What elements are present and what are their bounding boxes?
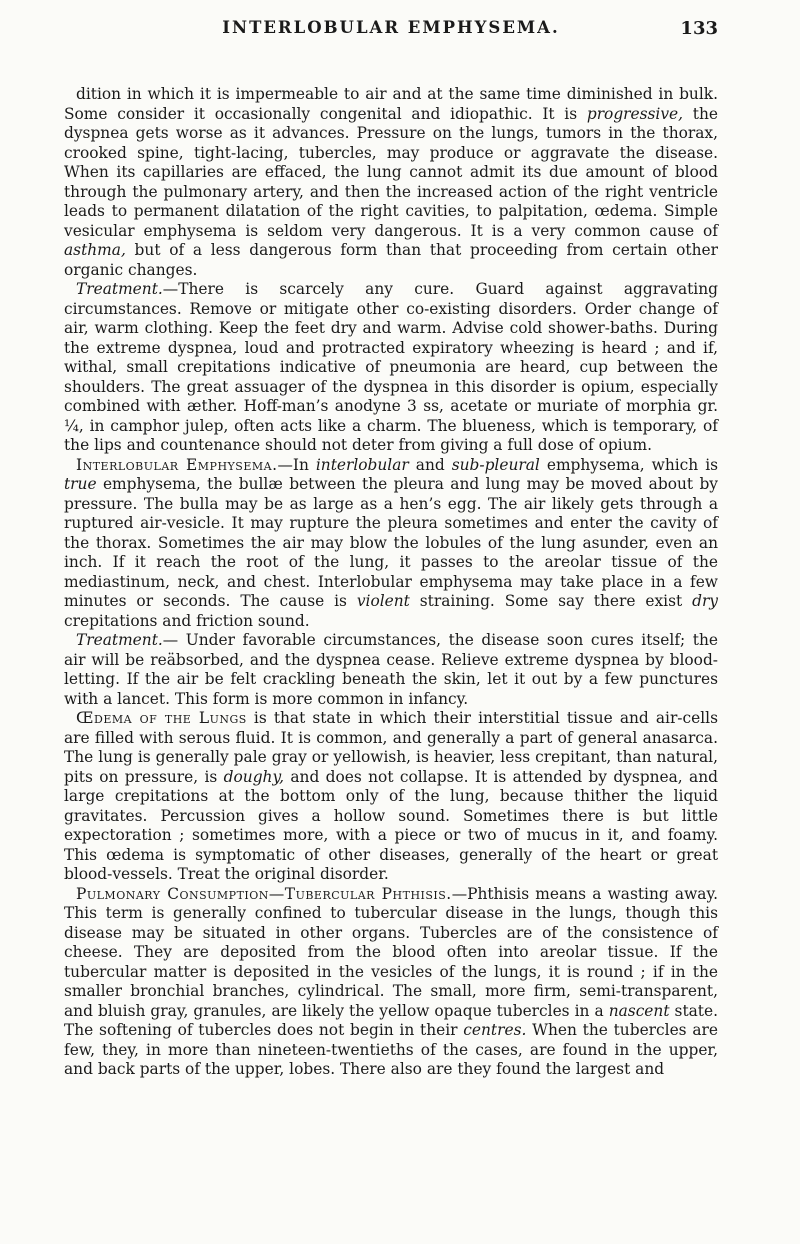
text-segment: sub-pleural [451,455,540,474]
text-segment: dry [692,592,718,610]
text-segment: Treatment. [76,280,163,298]
text-segment: the dyspnea gets worse as it advances. Pressure on the lungs, tumors in the thorax, crooked spine, tight-lacing, tubercles, may produce or aggravate the disease. When its capillaries are effaced, the lung cannot admit its due amount of blood through the pulmonary artery, and then the increased action of the right ventricle leads to permanent dilatation of the right cavities, to palpitation, œdema. Simple vesicular emphysema is seldom very dangerous. It is a very common cause of [64,104,718,240]
body-text [64,85,718,1080]
text-segment: interlobular [315,455,409,474]
paragraph [64,631,718,709]
paragraph [64,709,718,885]
text-segment: —There is scarcely any cure. Guard against aggravating circumstances. Remove or mitigate other co-existing disorders. Order change of air, warm clothing. Keep the feet dry and warm. Advise cold shower-baths. During the extreme dyspnea, loud and protracted expiratory wheezing is heard ; and if, withal, small crepitations indicative of pneumonia are heard, cup between the shoulders. The great assuager of the dyspnea in this disorder is opium, especially combined with æther. Hoff-man’s anodyne 3 ss, acetate or muriate of morphia gr. ¼, in camphor julep, often acts like a charm. The blueness, which is temporary, of the lips and countenance should not deter from giving a full dose of opium. [64,280,718,454]
page-number: 133 [680,18,718,39]
text-segment: violent [356,592,410,610]
text-segment: state. The softening of tubercles does not begin in their [64,1001,718,1039]
page-header [64,18,718,48]
paragraph [64,885,718,1080]
text-segment: When the tubercles are few, they, in more than nineteen-twentieths of the cases, are found in the upper, and back parts of the upper, lobes. There also are they found the largest and [64,1021,718,1078]
text-segment: true [64,475,97,493]
section-heading: Œdema of the Lungs [76,709,247,727]
section-heading: Interlobular Emphysema. [76,455,278,474]
paragraph [64,85,718,280]
text-segment: asthma, [64,241,126,259]
text-segment: centres. [463,1021,527,1039]
paragraph [64,456,718,632]
text-segment: —Phthisis means a wasting away. This term is generally confined to tubercular disease in the lungs, though this disease may be situated in other organs. Tubercles are of the consistence of cheese. They are deposited from the blood often into areolar tissue. If the tubercular matter is deposited in the vesicles of the lungs, it is round ; if in the smaller bronchial branches, cylindrical. The small, more firm, semi-transparent, and bluish gray, granules, are likely the yellow opaque tubercles in a [64,884,718,1020]
text-segment: emphysema, which is [539,455,719,474]
text-segment: —In [277,455,316,474]
text-segment: Treatment. [76,631,163,649]
text-segment: straining. Some say there exist [409,592,693,610]
text-segment: nascent [608,1001,670,1020]
text-segment: crepitations and friction sound. [64,611,310,630]
text-segment: and [408,455,452,474]
text-segment: and does not collapse. It is attended by dyspnea, and large crepitations at the bottom only of the lung, because thither the liquid gravitates. Percussion gives a hollow sound. Sometimes there is but little expectoration ; sometimes more, with a piece or two of mucus in it, and foamy. This œdema is symptomatic of other diseases, generally of the heart or great blood-vessels. Treat the original disorder. [64,767,719,883]
running-title: INTERLOBULAR EMPHYSEMA. [222,18,560,37]
text-segment: is that state in which their interstitial tissue and air-cells are filled with serous fluid. It is common, and generally a part of general anasarca. The lung is generally pale gray or yellowish, is heavier, less crepitant, than natural, pits on pressure, is [64,709,718,786]
section-heading: Pulmonary Consumption—Tubercular Phthisis. [76,884,452,903]
text-segment: dition in which it is impermeable to air and at the same time diminished in bulk. Some consider it occasionally congenital and idiopathic. It is [64,85,718,123]
text-segment: emphysema, the bullæ between the pleura and lung may be moved about by pressure. The bulla may be as large as a hen’s egg. The air likely gets through a ruptured air-vesicle. It may rupture the pleura sometimes and enter the cavity of the thorax. Sometimes the air may blow the lobules of the lung asunder, even an inch. If it reach the root of the lung, it passes to the areolar tissue of the mediastinum, neck, and chest. Interlobular emphysema may take place in a few minutes or seconds. The cause is [64,475,718,610]
text-segment: — Under favorable circumstances, the disease soon cures itself; the air will be reäbsorbed, and the dyspnea cease. Relieve extreme dyspnea by blood-letting. If the air be felt crackling beneath the skin, let it out by a few punctures with a lancet. This form is more common in infancy. [64,631,718,708]
paragraph [64,280,718,456]
text-segment: progressive, [586,104,684,123]
text-segment: but of a less dangerous form than that proceeding from certain other organic changes. [64,241,718,279]
text-segment: doughy, [223,767,285,786]
